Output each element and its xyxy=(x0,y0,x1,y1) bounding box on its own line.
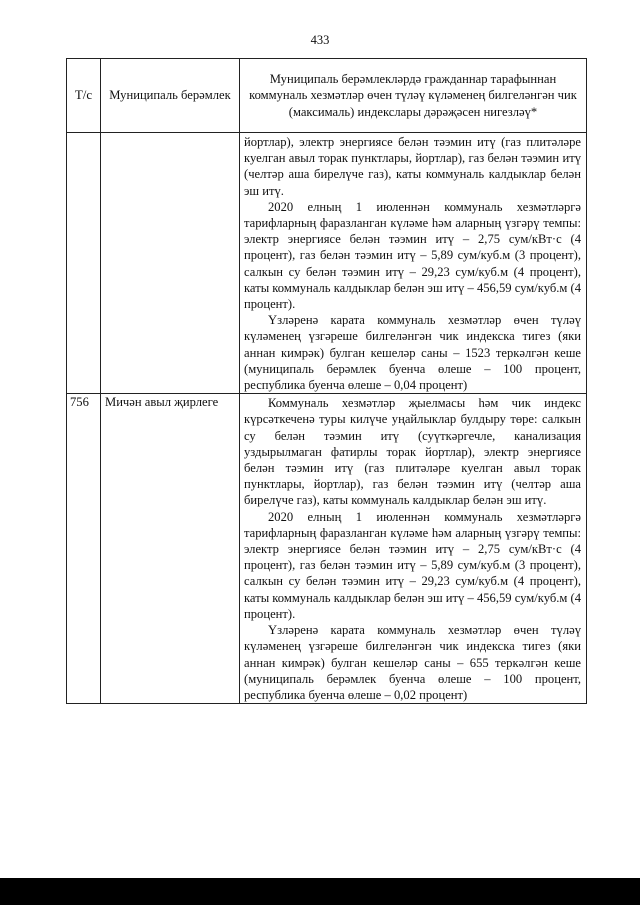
table-row xyxy=(67,133,587,394)
description-paragraph: Коммуналь хезмәтләр җыелмасы һәм чик индекс күрсәткеченә туры килүче уңайлыклар булдыру төре: салкын су белән тәэмин итү (суүткәргечле, канализация уздырылмаган фатирлы торак йортлар), электр энергиясе белән тәэмин итү (газ плитәләре куелган авыл торак пунктлары, йортлар), газ белән тәэмин итү (челтәр аша бирелүче газ), каты коммуналь калдыклар белән эш итү. xyxy=(244,396,581,508)
page-number: 433 xyxy=(310,33,330,47)
description-paragraph: Үзләренә карата коммуналь хезмәтләр өчен түләү күләменең үзгәреше билгеләнгән чик индекска тигез (яки аннан кимрәк) булган кешеләр саны – 655 теркәлгән кеше (муниципаль берәмлек буенча өлеше – 100 процент, республика буенча өлеше – 0,02 процент) xyxy=(244,623,581,702)
description-paragraph: 2020 елның 1 июленнән коммуналь хезмәтләргә тарифларның фаразланган күләме һәм аларның үзгәрү темпы: электр энергиясе белән тәэмин итү – 2,75 сум/кВт·с (4 процент), газ белән тәэмин итү – 5,89 сум/куб.м (3 процент), салкын су белән тәэмин итү – 29,23 сум/куб.м (4 процент), каты коммуналь калдыклар белән эш итү – 456,59 сум/куб.м (4 процент). xyxy=(244,199,581,312)
table-header-row xyxy=(67,59,587,133)
scan-bottom-edge xyxy=(0,878,640,905)
municipality-name: Мичән авыл җирлеге xyxy=(105,395,219,410)
description-paragraph: 2020 елның 1 июленнән коммуналь хезмәтләргә тарифларның фаразланган күләме һәм аларның үзгәрү темпы: электр энергиясе белән тәэмин итү – 2,75 сум/кВт·с (4 процент), газ белән тәэмин итү – 5,89 сум/куб.м (3 процент), салкын су белән тәэмин итү – 29,23 сум/куб.м (4 процент), каты коммуналь калдыклар белән эш итү – 456,59 сум/куб.м (4 процент). xyxy=(244,509,581,621)
row-number xyxy=(67,133,101,394)
table-row xyxy=(67,394,587,704)
row-description xyxy=(240,133,587,394)
description-paragraph: йортлар), электр энергиясе белән тәэмин итү (газ плитәләре куелган авыл торак пунктлары, йортлар), газ белән тәэмин итү (челтәр аша бирелүче газ), каты коммуналь калдыклар белән эш итү. xyxy=(244,135,581,198)
header-municipality: Муниципаль берәмлек xyxy=(101,59,240,133)
row-municipality xyxy=(101,394,240,704)
tariff-table xyxy=(66,58,587,704)
header-description: Муниципаль берәмлекләрдә гражданнар тарафыннан коммуналь хезмәтләр өчен түләү күләменең билгеләнгән чик (максималь) индекслары дәрәҗәсен нигезләү* xyxy=(240,59,587,133)
row-description xyxy=(240,394,587,704)
row-number: 756 xyxy=(67,394,101,704)
row-municipality xyxy=(101,133,240,394)
header-number: Т/с xyxy=(67,59,101,133)
description-paragraph: Үзләренә карата коммуналь хезмәтләр өчен түләү күләменең үзгәреше билгеләнгән чик индекска тигез (яки аннан кимрәк) булган кешеләр саны – 1523 теркәлгән кеше (муниципаль берәмлек буенча өлеше – 100 процент, республика буенча өлеше – 0,04 процент) xyxy=(244,313,581,393)
